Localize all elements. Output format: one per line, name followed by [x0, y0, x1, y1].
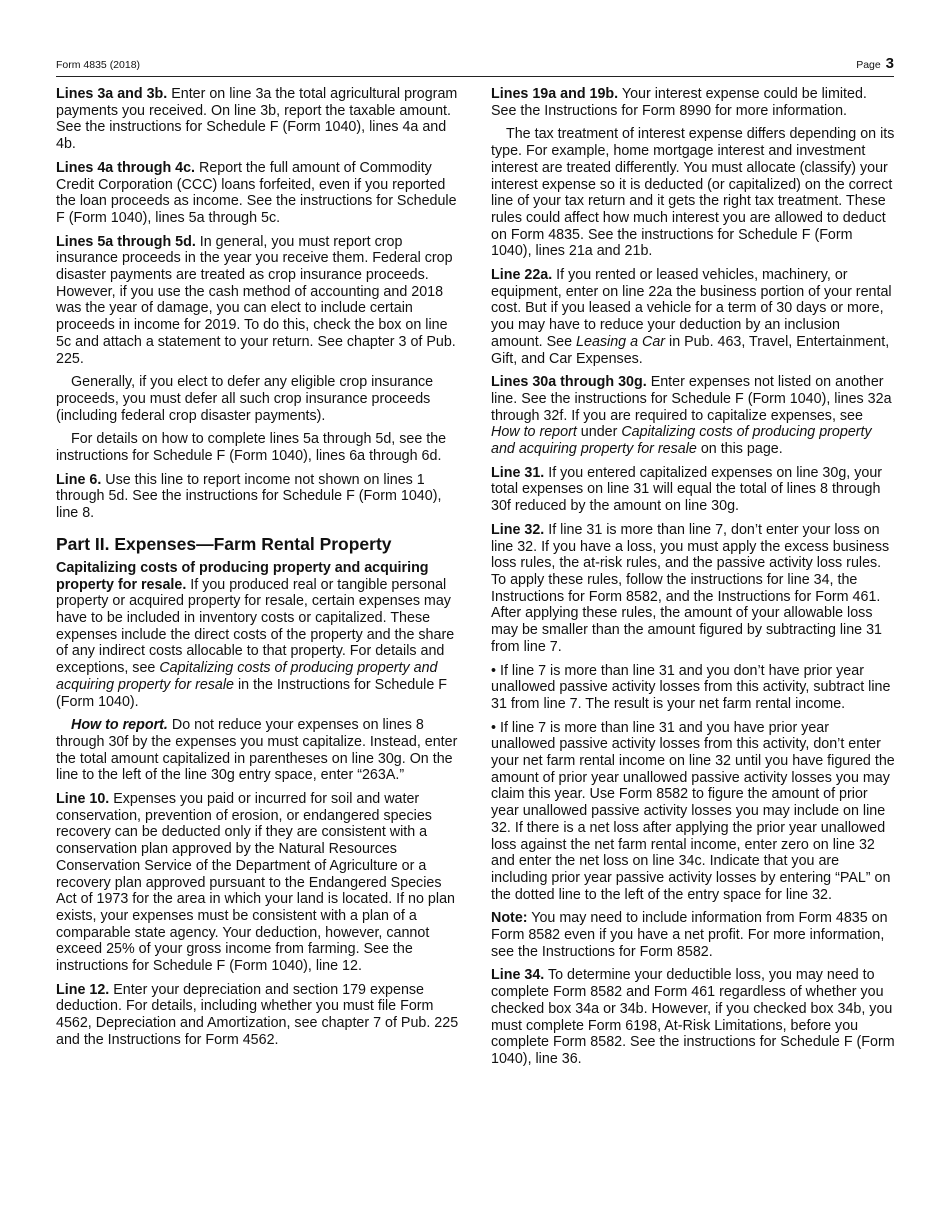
form-id: Form 4835 (2018) — [56, 59, 141, 71]
right-column — [491, 86, 895, 1075]
paragraph-how-to-report: How to report. Do not reduce your expenses on lines 8 through 30f by the expenses you must capitalize. Instead, enter the total amount capitalized in parentheses on line 30g. On the line to the left of the line 30g entry space, enter “263A.” — [56, 717, 458, 784]
paragraph-line-32: Line 32. If line 31 is more than line 7, don’t enter your loss on line 32. If you have a loss, you must apply the excess business loss rules, the at-risk rules, and the passive activity loss rules. To apply these rules, follow the instructions for line 34, the Instructions for Form 8582, and the Instructions for Form 461. After applying these rules, the amount of your allowable loss may be smaller than the amount figured by subtracting line 31 from line 7. — [491, 521, 890, 655]
paragraph-line-6: Line 6. Use this line to report income not shown on lines 1 through 5d. See the instructions for Schedule F (Form 1040), line 8. — [56, 471, 442, 522]
paragraph-note: Note: You may need to include information from Form 4835 on Form 8582 even if you have a net profit. For more information, see the Instructions for Form 8582. — [491, 910, 888, 960]
paragraph-defer-proceeds: Generally, if you elect to defer any eligible crop insurance proceeds, you must defer all such crop insurance proceeds (including federal crop disaster payments). — [56, 374, 434, 424]
paragraph-lines-4a-4c: Lines 4a through 4c. Report the full amount of Commodity Credit Corporation (CCC) loans forfeited, even if you reported the loan proceeds as income. See the instructions for Schedule F (Form 1040), lines 5a through 5c. — [56, 159, 457, 226]
part-ii-title: Part II. Expenses—Farm Rental Property — [56, 533, 392, 554]
paragraph-details-5a-5d: For details on how to complete lines 5a through 5d, see the instructions for Schedule F (Form 1040), lines 6a through 6d. — [56, 431, 447, 465]
paragraph-lines-30a-30g: Lines 30a through 30g. Enter expenses not listed on another line. See the instructions for Schedule F (Form 1040), lines 32a through 32f. If you are required to capitalize expenses, see How to report under Capitalizing costs of producing property and acquiring property for resale on this page. — [491, 374, 892, 458]
paragraph-capitalizing-costs: Capitalizing costs of producing property and acquiring property for resale. If you produced real or tangible personal property or acquired property for resale, certain expenses may have to be included in inventory costs or capitalized. These expenses include the direct costs of the property and the share of any indirect costs allocable to that property. For details and exceptions, see Capitalizing costs of producing property and acquiring property for resale in the Instructions for Schedule F (Form 1040). — [56, 559, 455, 710]
page-number-value: 3 — [885, 55, 894, 72]
paragraph-line-12: Line 12. Enter your depreciation and section 179 expense deduction. For details, including whether you must file Form 4562, Depreciation and Amortization, see chapter 7 of Pub. 225 and the Instructions for Form 4562. — [56, 981, 459, 1048]
page-header — [56, 52, 894, 77]
paragraph-lines-3a-3b: Lines 3a and 3b. Enter on line 3a the total agricultural program payments you received. On line 3b, report the taxable amount. See the instructions for Schedule F (Form 1040), lines 4a and 4b. — [56, 86, 458, 153]
bullet-prior-losses: • If line 7 is more than line 31 and you have prior year unallowed passive activity losses from this activity, don’t enter your net farm rental income on line 32 until you have figured the amount of prior year unallowed passive activity losses you may claim this year. Use Form 8582 to figure the amount of prior year unallowed passive activity losses you may include on line 32. If there is a net loss after applying the prior year unallowed loss against the net farm rental income, enter zero on line 32 and enter the net loss on line 34c. Indicate that you are including prior year passive activity losses by entering “PAL” on the dotted line to the left of the entry space for line 32. — [491, 719, 895, 903]
paragraph-line-22a: Line 22a. If you rented or leased vehicles, machinery, or equipment, enter on line 22a the business portion of your rental cost. But if you leased a vehicle for a term of 30 days or more, you may have to reduce your deduction by an inclusion amount. See Leasing a Car in Pub. 463, Travel, Entertainment, Gift, and Car Expenses. — [491, 267, 892, 367]
page-number — [856, 55, 894, 72]
left-column — [56, 86, 460, 1056]
paragraph-lines-19a-19b: Lines 19a and 19b. Your interest expense could be limited. See the Instructions for Form 8990 for more information. — [491, 86, 867, 119]
paragraph-line-31: Line 31. If you entered capitalized expenses on line 30g, your total expenses on line 31 will equal the total of lines 8 through 30f reduced by the amount on line 30g. — [491, 464, 883, 515]
page-label: Page — [856, 59, 881, 71]
paragraph-line-34: Line 34. To determine your deductible loss, you may need to complete Form 8582 and Form 461 regardless of whether you checked box 34a or 34b. However, if you checked box 34b, you must complete Form 6198, At-Risk Limitations, before you complete Form 8582. See the instructions for Schedule F (Form 1040), line 36. — [491, 967, 895, 1067]
paragraph-lines-5a-5d: Lines 5a through 5d. In general, you must report crop insurance proceeds in the year you receive them. Federal crop disaster payments are treated as crop insurance proceeds. However, if you use the cash method of accounting and 2018 was the year of damage, you can elect to include certain proceeds in income for 2019. To do this, check the box on line 5c and attach a statement to your return. See chapter 3 of Pub. 225. — [56, 233, 456, 367]
paragraph-interest-treatment: The tax treatment of interest expense differs depending on its type. For example, home mortgage interest and investment interest are treated differently. You must allocate (classify) your interest expense so it is deducted (or capitalized) on the correct line of your tax return and it gets the right tax treatment. These rules could affect how much interest you are allowed to deduct on Form 4835. See the instructions for Schedule F (Form 1040), lines 21a and 21b. — [491, 126, 895, 260]
bullet-no-prior-losses: • If line 7 is more than line 31 and you don’t have prior year unallowed passive activity losses from this activity, subtract line 31 from line 7. The result is your net farm rental income. — [491, 662, 891, 712]
paragraph-line-10: Line 10. Expenses you paid or incurred for soil and water conservation, prevention of erosion, or endangered species recovery can be deducted only if they are consistent with a conservation plan approved by the Natural Resources Conservation Service of the Department of Agriculture or a recovery plan approved pursuant to the Endangered Species Act of 1973 for the area in which your land is located. If no plan exists, your expenses must be consistent with a plan of a comparable state agency. Your deduction, however, cannot exceed 25% of your gross income from farming. See the instructions for Schedule F (Form 1040), line 12. — [56, 791, 455, 975]
